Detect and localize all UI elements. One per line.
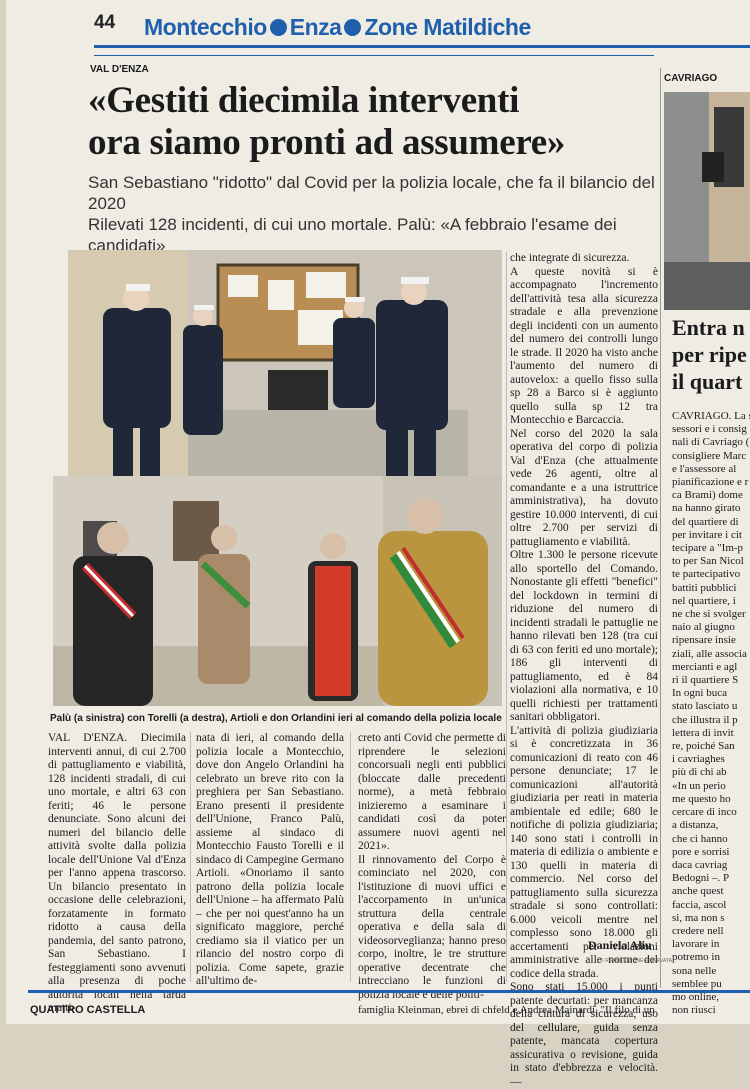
side-article-line: ne che si svolger	[672, 608, 750, 621]
side-article-line: naio al giugno	[672, 621, 750, 634]
side-headline	[672, 314, 747, 395]
side-article-line: nel quartiere, i	[672, 595, 750, 608]
side-article-line: sessori e i consig	[672, 423, 750, 436]
side-article-line: a distanza,	[672, 819, 750, 832]
deck-line-1: San Sebastiano "ridotto" dal Covid per la polizia locale, che fa il bilancio del 2020	[88, 172, 658, 214]
side-article-line: daca cavriag	[672, 859, 750, 872]
side-article-line: lavorare in	[672, 938, 750, 951]
side-article-line: potremo in	[672, 951, 750, 964]
photo-police-officers	[68, 250, 502, 476]
side-article-line: e l'assessore al	[672, 463, 750, 476]
side-headline-line-2: per ripe	[672, 341, 747, 368]
author-signature: Daniela Aliu	[588, 938, 652, 953]
side-article-line: pore e sorrisi	[672, 846, 750, 859]
side-article-line: che illustra il p	[672, 714, 750, 727]
side-article-line: ca Brami) dome	[672, 489, 750, 502]
article-column-right: che integrate di sicurezza. A queste novità si è accompagnato l'incremento dell'attività tesa alla sicurezza stradale e alla prevenzione degli incidenti con un aumento del numero dei controlli lungo le strade. Il 2020 ha visto anche l'aumento del numero di autovelox: a quello fisso sulla sp 28 a Barco si è aggiunto quello sulla sp 12 tra Montecchio e Barcaccia. Nel corso del 2020 la sala operativa del corpo di polizia Val d'Enza (che attualmente vede 26 agenti, oltre al comandante e a una istruttrice amministrativa), ha dovuto gestire 10.000 interventi, di cui oltre 2.700 per servizi di pattugliamento e viabilità. Oltre 1.300 le persone ricevute allo sportello del Comando. Nonostante gli effetti "benefici" del lockdown in termini di riduzione del numero di incidenti stradali le pattuglie ne hanno rilevati ben 128 (tra cui di 63 con feriti ed uno mortale); 186 gli interventi di pattugliamento, ed è 84 violazioni alla normativa, e 10 quelli richiesti per trattamenti sanitari obbligatori. L'attività di polizia giudiziaria si è concretizzata in 36 comunicazioni di reato con 46 persone denunciate; 17 le comunicazioni all'autorità giudiziaria per reati in materia ambientale ed edile; 680 le notifiche di polizia giudiziaria; 140 sono stati i controlli in materia di edilizia o ambiente e 130 quelli in materia di commercio. Nel corso del pattugliamento sulla sicurezza stradale si sono controllati: 6.000 veicoli mentre nel complesso sono 18.000 gli accertamenti per violazioni amministrative alle norme del codice della strada. Sono stati 15.000 i punti patente decurtati: per mancanza della cintura di sicurezza, uso del cellulare, guida senza patente, mancata copertura assicurativa o revisione, guida in stato d'ebbrezza e velocità. —	[510, 252, 658, 1089]
side-article-line: cercare di inco	[672, 806, 750, 819]
side-article-line: consigliere Marc	[672, 450, 750, 463]
section-title-3: Zone Matildiche	[364, 14, 530, 40]
side-article-line: non riusci	[672, 1004, 750, 1017]
side-kicker: CAVRIAGO	[664, 73, 717, 84]
side-article-line: faccia, ascol	[672, 899, 750, 912]
side-article-line: credere nell	[672, 925, 750, 938]
footer-section: QUATTRO CASTELLA	[30, 1004, 145, 1016]
article-headline	[88, 80, 658, 164]
side-article-line: to per San Nicol	[672, 555, 750, 568]
side-article-line: si, ma non s	[672, 912, 750, 925]
section-title-2: Enza	[290, 14, 342, 40]
header-rule	[94, 45, 750, 48]
page-number: 44	[94, 12, 115, 34]
article-column-1: VAL D'ENZA. Diecimila interventi annui, di cui 2.700 di pattugliamento e viabilità, 128 incidenti stradali, di cui uno mortale, e altri 63 con feriti; 46 le persone denunciate. Sono alcuni dei numeri del bilancio delle attività svolte dalla polizia locale dell'Unione Val d'Enza per l'anno appena trascorso. Un bilancio presentato in occasione delle celebrazioni, forzatamente in formato ridotto a causa della pandemia, del santo patrono, San Sebastiano. I festeggiamenti sono avvenuti alla presenza di poche autorità locali nella tarda matti-	[48, 732, 186, 1016]
side-article-line: che ci hanno	[672, 833, 750, 846]
side-article-line: per invitare i cit	[672, 529, 750, 542]
header-rule-thin	[94, 55, 654, 56]
side-article-line: na hanno girato	[672, 502, 750, 515]
side-headline-line-3: il quart	[672, 368, 747, 395]
photo-ceremony	[53, 476, 502, 706]
headline-line-1: «Gestiti diecimila interventi	[88, 80, 658, 122]
side-article-line: sona nelle	[672, 965, 750, 978]
side-article-line: ri il quartiere S	[672, 674, 750, 687]
side-article-line: mercianti e agl	[672, 661, 750, 674]
article-deck	[88, 172, 658, 256]
side-article-line: anche quest	[672, 885, 750, 898]
side-divider	[660, 68, 661, 988]
headline-line-2: ora siamo pronti ad assumere»	[88, 122, 658, 164]
section-title-1: Montecchio	[144, 14, 267, 40]
deck-line-2: Rilevati 128 incidenti, di cui uno mortale. Palù: «A febbraio l'esame dei candidati»	[88, 214, 658, 256]
side-article-line: i cavriaghes	[672, 753, 750, 766]
side-article-line: semblee pu	[672, 978, 750, 991]
side-article-line: In ogni buca	[672, 687, 750, 700]
article-column-2: nata di ieri, al comando della polizia locale a Montecchio, dove don Angelo Orlandini ha celebrato un breve rito con la preghiera per San Sebastiano. Erano presenti il presidente dell'Unione, Franco Palù, assieme al sindaco di Montecchio Fausto Torelli e il sindaco di Campegine Germano Artioli. «Onoriamo il santo patrono della polizia locale dell'Unione – ha affermato Palù – che per noi quest'anno ha un significato maggiore, perché crediamo sia il viatico per un rilancio del nostro corpo di polizia. Come sapete, grazie all'ultimo de-	[196, 732, 344, 989]
side-headline-line-1: Entra n	[672, 314, 747, 341]
next-article-text: famiglia Kleinman, ebrei di chfeld e Andrea Mainardi, "Il filo di un	[358, 1004, 750, 1016]
side-article-body	[672, 410, 750, 1017]
side-article-line: Bedogni –. P	[672, 872, 750, 885]
side-article-line: tecipare a "Im-p	[672, 542, 750, 555]
side-article-line: «In un perio	[672, 780, 750, 793]
side-article-line: lettera di invit	[672, 727, 750, 740]
side-article-line: nali di Cavriago (	[672, 436, 750, 449]
side-article-line: te partecipativo	[672, 568, 750, 581]
footer-rule	[28, 990, 750, 993]
section-title	[144, 14, 531, 41]
article-column-3: creto anti Covid che permette di riprendere le selezioni concorsuali negli enti pubblici (bloccate dalle precedenti norme), a metà febbraio inizieremo a esaminare i candidati così da poter assumere nuovi agenti nel 2021». Il rinnovamento del Corpo è cominciato nel 2020, con l'istituzione di nuovi uffici e l'accorpamento in un'unica struttura della centrale operativa e della sala di videosorveglianza; hanno preso corpo, inoltre, le tre strutture operative decentrate che intrecciano le funzioni di polizia locale e delle politi-	[358, 732, 506, 1002]
side-article-line: battiti pubblici	[672, 582, 750, 595]
column-divider	[350, 732, 351, 982]
column-divider	[190, 732, 191, 982]
side-article-line: re, poiché San	[672, 740, 750, 753]
side-article-line: me questo ho	[672, 793, 750, 806]
side-article-line: mo online,	[672, 991, 750, 1004]
photo-side-article	[664, 92, 750, 310]
side-article-line: più di chi ab	[672, 766, 750, 779]
side-article-line: del quartiere di	[672, 516, 750, 529]
side-article-line: stato lasciato u	[672, 700, 750, 713]
side-article-line: CAVRIAGO. La	[672, 410, 750, 423]
article-kicker: VAL D'ENZA	[90, 64, 149, 75]
column-divider	[506, 252, 507, 982]
side-article-line: ripensare insie	[672, 634, 750, 647]
photo-caption: Palù (a sinistra) con Torelli (a destra), Artioli e don Orlandini ieri al comando della polizia locale	[50, 713, 502, 724]
separator-dot-icon	[344, 19, 361, 36]
side-article-line: pianificazione e r	[672, 476, 750, 489]
side-article-line: ziali, alle associa	[672, 648, 750, 661]
separator-dot-icon	[270, 19, 287, 36]
reproduction-notice: © RIPRODUZIONE RISERVATA	[600, 958, 672, 964]
